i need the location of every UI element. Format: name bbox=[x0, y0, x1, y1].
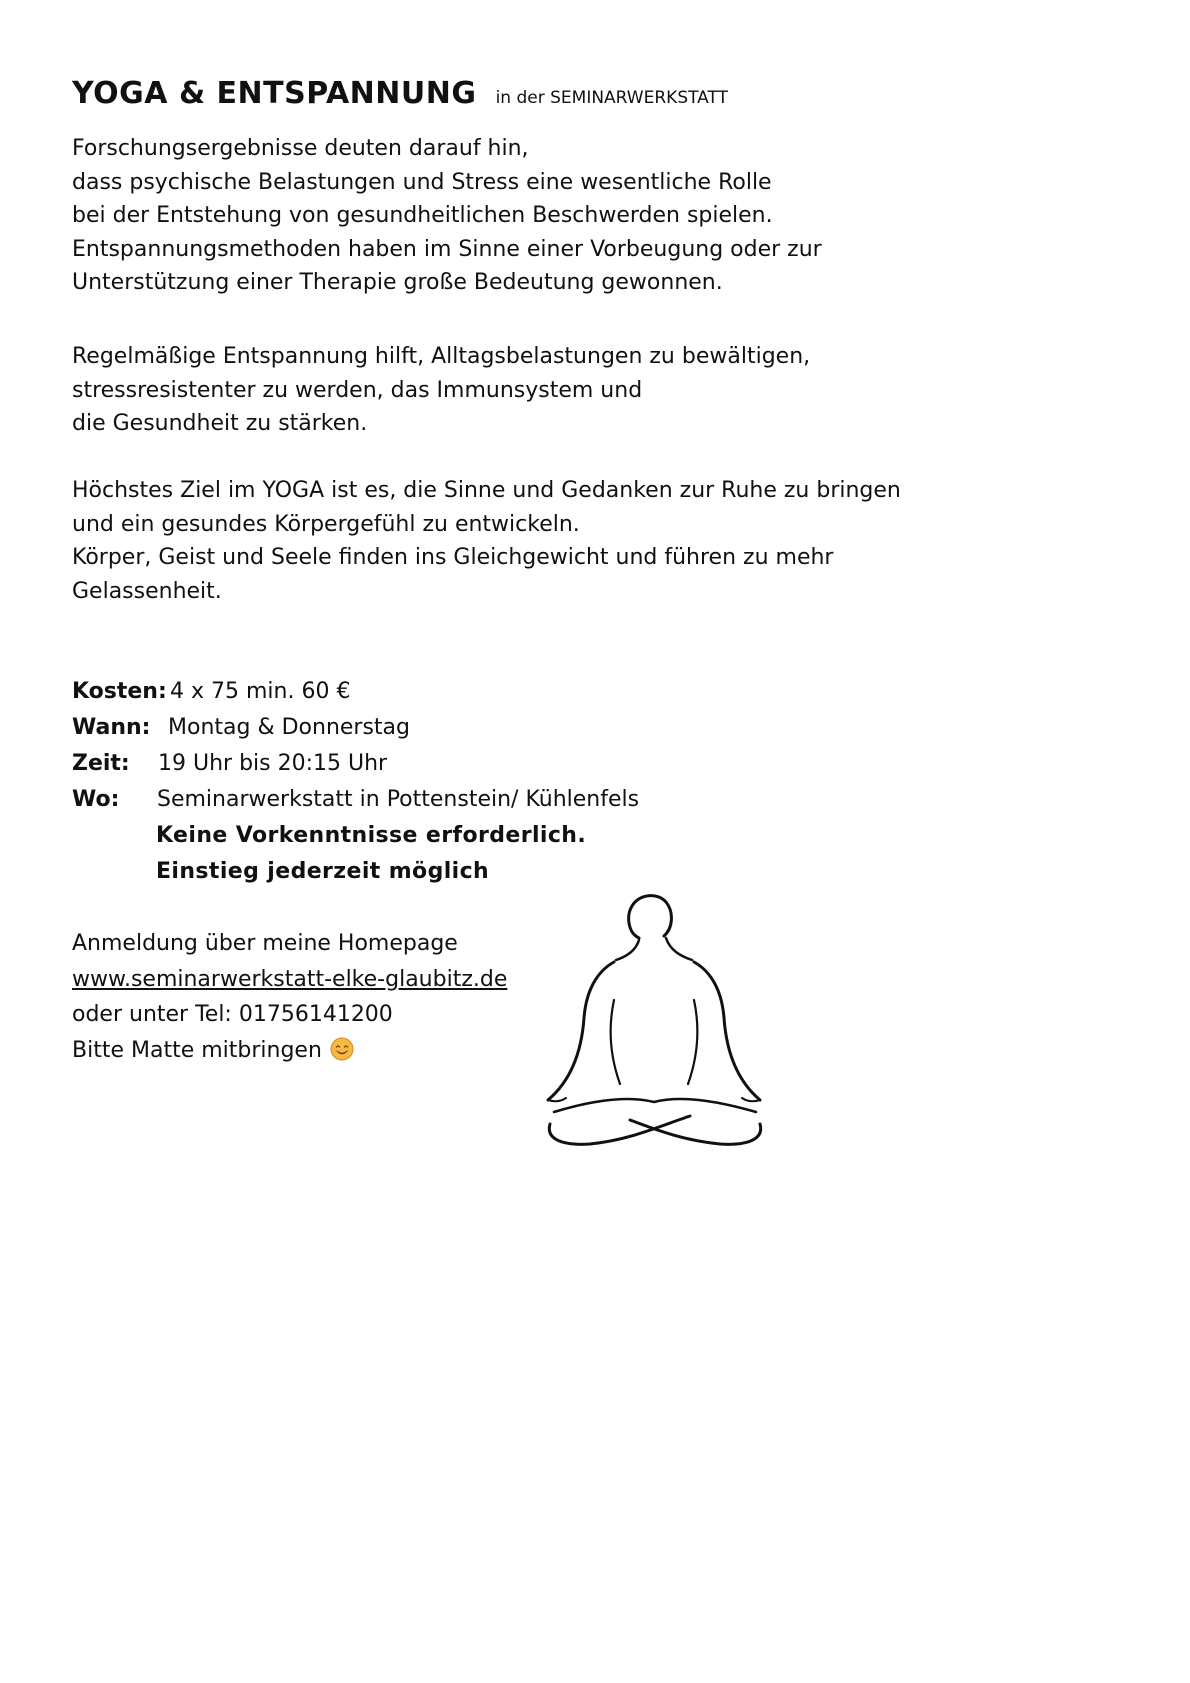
smiley-icon bbox=[330, 1037, 354, 1061]
entry-anytime-note: Einstieg jederzeit möglich bbox=[156, 859, 490, 884]
cost-label: Kosten: bbox=[72, 679, 167, 704]
paragraph-line: Entspannungsmethoden haben im Sinne einer Vorbeugung oder zur bbox=[72, 236, 822, 262]
paragraph-line: Forschungsergebnisse deuten darauf hin, bbox=[72, 136, 529, 161]
paragraph-line: Höchstes Ziel im YOGA ist es, die Sinne und Gedanken zur Ruhe zu bringen bbox=[72, 478, 901, 503]
paragraph-line: stressresistenter zu werden, das Immunsystem und bbox=[72, 377, 643, 403]
time-row bbox=[72, 746, 586, 782]
phone-text: oder unter Tel: 01756141200 bbox=[72, 1002, 393, 1027]
no-experience-note: Keine Vorkenntnisse erforderlich. bbox=[156, 823, 587, 848]
course-info bbox=[72, 674, 640, 890]
contact-block bbox=[72, 926, 507, 1068]
where-label: Wo: bbox=[72, 787, 120, 812]
page-title bbox=[72, 76, 728, 111]
mat-note-text: Bitte Matte mitbringen bbox=[72, 1037, 322, 1063]
title-subtitle: in der SEMINARWERKSTATT bbox=[495, 88, 728, 108]
paragraph-line: Gelassenheit. bbox=[72, 578, 222, 604]
title-main: YOGA & ENTSPANNUNG bbox=[72, 76, 477, 111]
time-value: 19 Uhr bis 20:15 Uhr bbox=[158, 751, 388, 776]
paragraph-line: die Gesundheit zu stärken. bbox=[72, 411, 368, 436]
where-value: Seminarwerkstatt in Pottenstein/ Kühlenfels bbox=[157, 787, 640, 812]
paragraph-relaxation bbox=[72, 340, 810, 441]
time-label: Zeit: bbox=[72, 751, 130, 776]
meditating-figure-icon bbox=[540, 888, 770, 1150]
cost-value: 4 x 75 min. 60 € bbox=[170, 679, 351, 704]
when-value: Montag & Donnerstag bbox=[168, 715, 410, 740]
paragraph-line: dass psychische Belastungen und Stress eine wesentliche Rolle bbox=[72, 169, 772, 195]
paragraph-line: Regelmäßige Entspannung hilft, Alltagsbelastungen zu bewältigen, bbox=[72, 344, 811, 369]
where-row bbox=[72, 782, 640, 818]
paragraph-line: bei der Entstehung von gesundheitlichen Beschwerden spielen. bbox=[72, 203, 773, 228]
when-label: Wann: bbox=[72, 715, 151, 740]
paragraph-line: Unterstützung einer Therapie große Bedeutung gewonnen. bbox=[72, 270, 723, 295]
website-link[interactable]: www.seminarwerkstatt-elke-glaubitz.de bbox=[72, 966, 508, 992]
cost-row bbox=[72, 674, 586, 710]
paragraph-line: und ein gesundes Körpergefühl zu entwickeln. bbox=[72, 511, 580, 537]
when-row bbox=[72, 710, 586, 746]
paragraph-line: Körper, Geist und Seele finden ins Gleichgewicht und führen zu mehr bbox=[72, 545, 834, 570]
mat-note-row bbox=[72, 1033, 507, 1069]
paragraph-research bbox=[72, 132, 822, 300]
paragraph-yoga-goal bbox=[72, 474, 901, 608]
registration-text: Anmeldung über meine Homepage bbox=[72, 931, 458, 956]
